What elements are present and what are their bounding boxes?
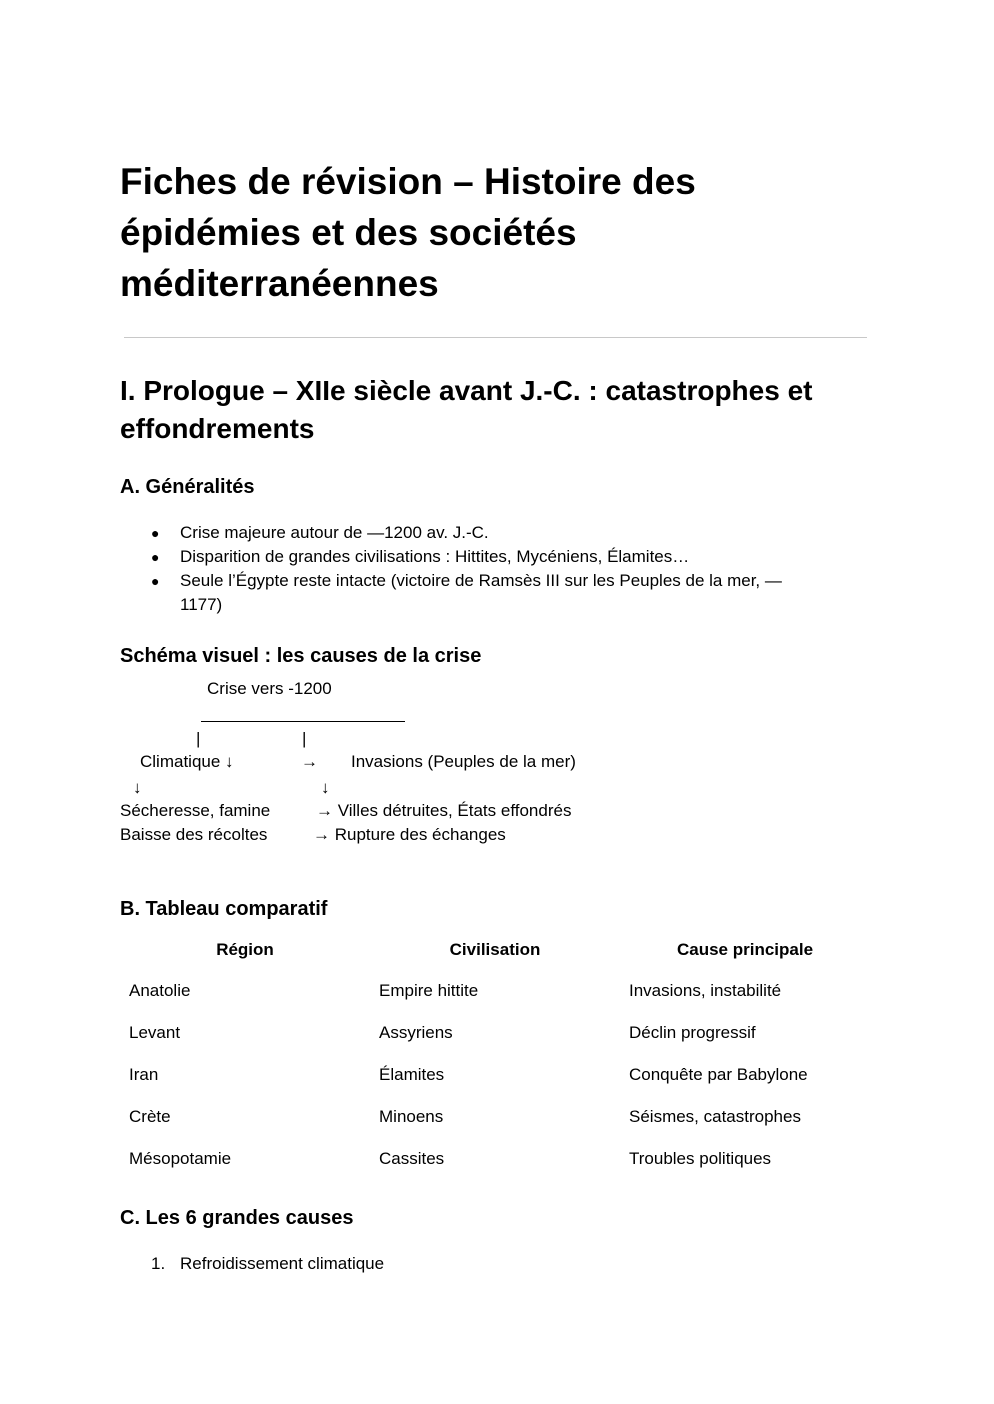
schema-arrow-right-icon: → <box>301 752 318 771</box>
table-cell: Iran <box>129 1065 159 1084</box>
table-cell: Troubles politiques <box>629 1149 772 1168</box>
schema-branch-line <box>201 721 405 722</box>
table-cell: Élamites <box>379 1065 445 1084</box>
list-item-number: 1. <box>151 1254 166 1273</box>
table-header-row <box>120 930 870 970</box>
table-cell: Crète <box>129 1107 171 1126</box>
bullet-icon: ● <box>151 525 160 541</box>
table-cell: Anatolie <box>129 981 191 1000</box>
table-row <box>120 1054 870 1096</box>
table-cell: Levant <box>129 1023 181 1042</box>
horizontal-rule <box>124 337 867 338</box>
table-cell: Empire hittite <box>379 981 479 1000</box>
schema-left-effect: Baisse des récoltes <box>120 825 268 844</box>
table-row <box>120 970 870 1012</box>
schema-root-label: Crise vers -1200 <box>207 679 332 698</box>
table-cell: Conquête par Babylone <box>629 1065 808 1084</box>
table-cell: Mésopotamie <box>129 1149 232 1168</box>
schema-invasions-branch: Invasions (Peuples de la mer) <box>351 752 576 771</box>
subsection-heading-generalites: A. Généralités <box>120 476 255 498</box>
list-item-text: Seule l’Égypte reste intacte (victoire de Ramsès III sur les Peuples de la mer, —1177) <box>180 571 782 614</box>
list-item <box>120 1252 384 1276</box>
bullet-icon: ● <box>151 549 160 565</box>
page-title: Fiches de révision – Histoire des épidémies et des sociétés méditerranéennes <box>120 161 696 304</box>
list-item <box>120 569 820 617</box>
schema-heading: Schéma visuel : les causes de la crise <box>120 645 482 667</box>
column-header-cause: Cause principale <box>676 940 814 959</box>
schema-right-effect: → Villes détruites, États effondrés <box>316 801 572 820</box>
list-item <box>120 545 820 569</box>
table-row <box>120 1096 870 1138</box>
schema-pipe-right: | <box>302 729 307 748</box>
table-cell: Déclin progressif <box>629 1023 756 1042</box>
generalites-bullet-list <box>120 521 820 617</box>
schema-pipe-left: | <box>196 729 201 748</box>
subsection-heading-causes: C. Les 6 grandes causes <box>120 1207 354 1229</box>
schema-climatic-branch: Climatique ↓ <box>140 752 234 771</box>
section-heading-prologue: I. Prologue – XIIe siècle avant J.-C. : catastrophes et effondrements <box>120 375 813 444</box>
causes-numbered-list <box>120 1252 384 1276</box>
column-header-region: Région <box>216 940 274 959</box>
table-cell: Cassites <box>379 1149 445 1168</box>
list-item <box>120 521 820 545</box>
table-row <box>120 1012 870 1054</box>
list-item-text: Disparition de grandes civilisations : Hittites, Mycéniens, Élamites… <box>180 547 690 566</box>
table-cell: Invasions, instabilité <box>629 981 782 1000</box>
table-cell: Séismes, catastrophes <box>629 1107 801 1126</box>
bullet-icon: ● <box>151 573 160 589</box>
comparison-table <box>120 930 870 1180</box>
table-row <box>120 1138 870 1180</box>
subsection-heading-tableau: B. Tableau comparatif <box>120 898 328 920</box>
column-header-civilisation: Civilisation <box>449 940 541 959</box>
table-cell: Assyriens <box>379 1023 453 1042</box>
list-item-text: Crise majeure autour de —1200 av. J.-C. <box>180 523 489 542</box>
schema-arrow-down-icon: ↓ <box>133 778 142 797</box>
schema-arrow-down-icon: ↓ <box>321 778 330 797</box>
schema-left-effect: Sécheresse, famine <box>120 801 271 820</box>
list-item-text: Refroidissement climatique <box>180 1254 385 1273</box>
schema-right-effect: → Rupture des échanges <box>313 825 506 844</box>
table-cell: Minoens <box>379 1107 444 1126</box>
